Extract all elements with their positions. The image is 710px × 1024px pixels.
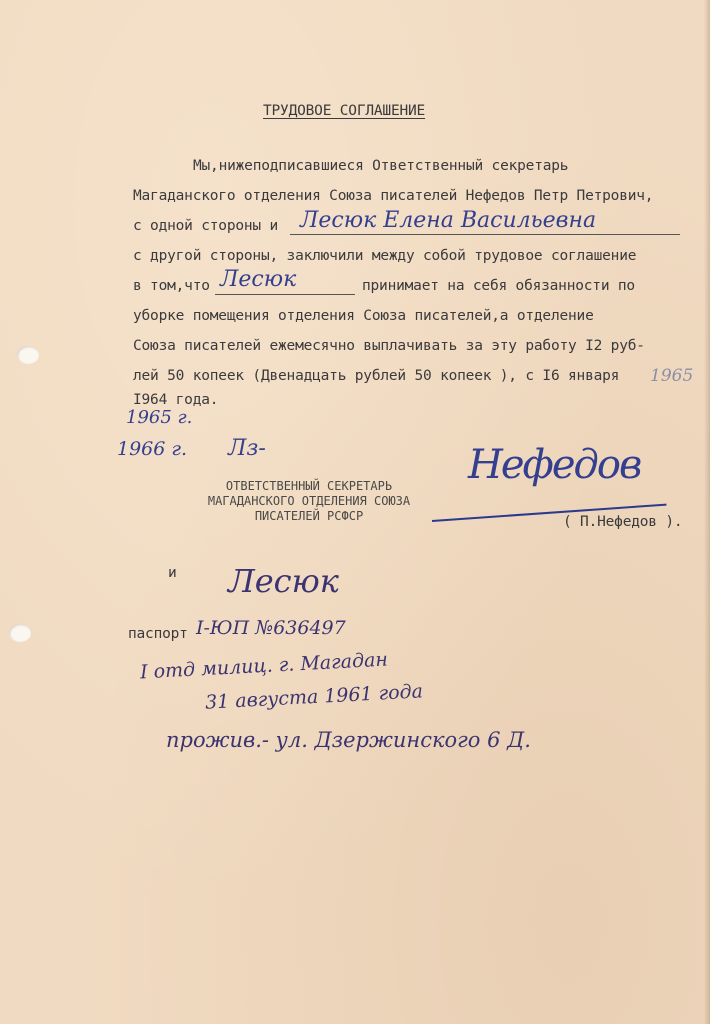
- short-name-fill-line: [215, 294, 355, 295]
- passport-number: I-ЮП №636497: [196, 617, 346, 639]
- passport-issued-by: I отд милиц. г. Магадан: [139, 648, 389, 684]
- handwritten-year-1966: 1966 г.: [117, 438, 188, 460]
- body-line-5: в том,что: [133, 278, 210, 294]
- signatory-title-line-1: ОТВЕТСТВЕННЫЙ СЕКРЕТАРЬ: [225, 479, 393, 493]
- passport-label: паспорт: [128, 626, 188, 642]
- document-title: ТРУДОВОЕ СОГЛАШЕНИЕ: [263, 103, 426, 119]
- handwritten-initials: Лз-: [228, 436, 266, 461]
- body-line-1: Мы,нижеподписавшиеся Ответственный секретарь: [193, 158, 569, 174]
- handwritten-year-1965: 1965 г.: [126, 407, 193, 428]
- signature-lesyuk: Лесюк: [228, 562, 339, 600]
- body-line-7: Союза писателей ежемесячно выплачивать за эту работу I2 руб-: [133, 338, 645, 354]
- address: прожив.- ул. Дзержинского 6 Д.: [166, 728, 531, 752]
- name-fill-line: [290, 234, 680, 235]
- punch-hole-bottom: [9, 624, 31, 642]
- signature-nefedov: Нефедов: [468, 442, 641, 488]
- handwritten-short-name: Лесюк: [220, 267, 297, 292]
- paper-edge: [704, 0, 710, 1024]
- body-line-5b: принимает на себя обязанности по: [362, 278, 635, 294]
- pencil-year-note: 1965: [650, 366, 694, 386]
- signatory-title-line-3: ПИСАТЕЛЕЙ РСФСР: [254, 509, 364, 523]
- body-line-4: с другой стороны, заключили между собой трудовое соглашение: [133, 248, 637, 264]
- passport-issued-date: 31 августа 1961 года: [204, 680, 424, 714]
- signatory-name: ( П.Нефедов ).: [563, 514, 683, 530]
- signatory-title-line-2: МАГАДАНСКОГО ОТДЕЛЕНИЯ СОЮЗА: [207, 494, 411, 508]
- body-line-8: лей 50 копеек (Двенадцать рублей 50 копеек ), с I6 января: [133, 368, 620, 384]
- body-line-9: I964 года.: [133, 392, 219, 408]
- handwritten-full-name: Лесюк Елена Васильевна: [300, 208, 597, 233]
- body-line-6: уборке помещения отделения Союза писателей,а отделение: [133, 308, 594, 324]
- punch-hole-top: [17, 346, 39, 364]
- body-line-3: с одной стороны и: [133, 218, 279, 234]
- body-line-2: Магаданского отделения Союза писателей Нефедов Петр Петрович,: [133, 188, 654, 204]
- and-label: и: [168, 565, 177, 581]
